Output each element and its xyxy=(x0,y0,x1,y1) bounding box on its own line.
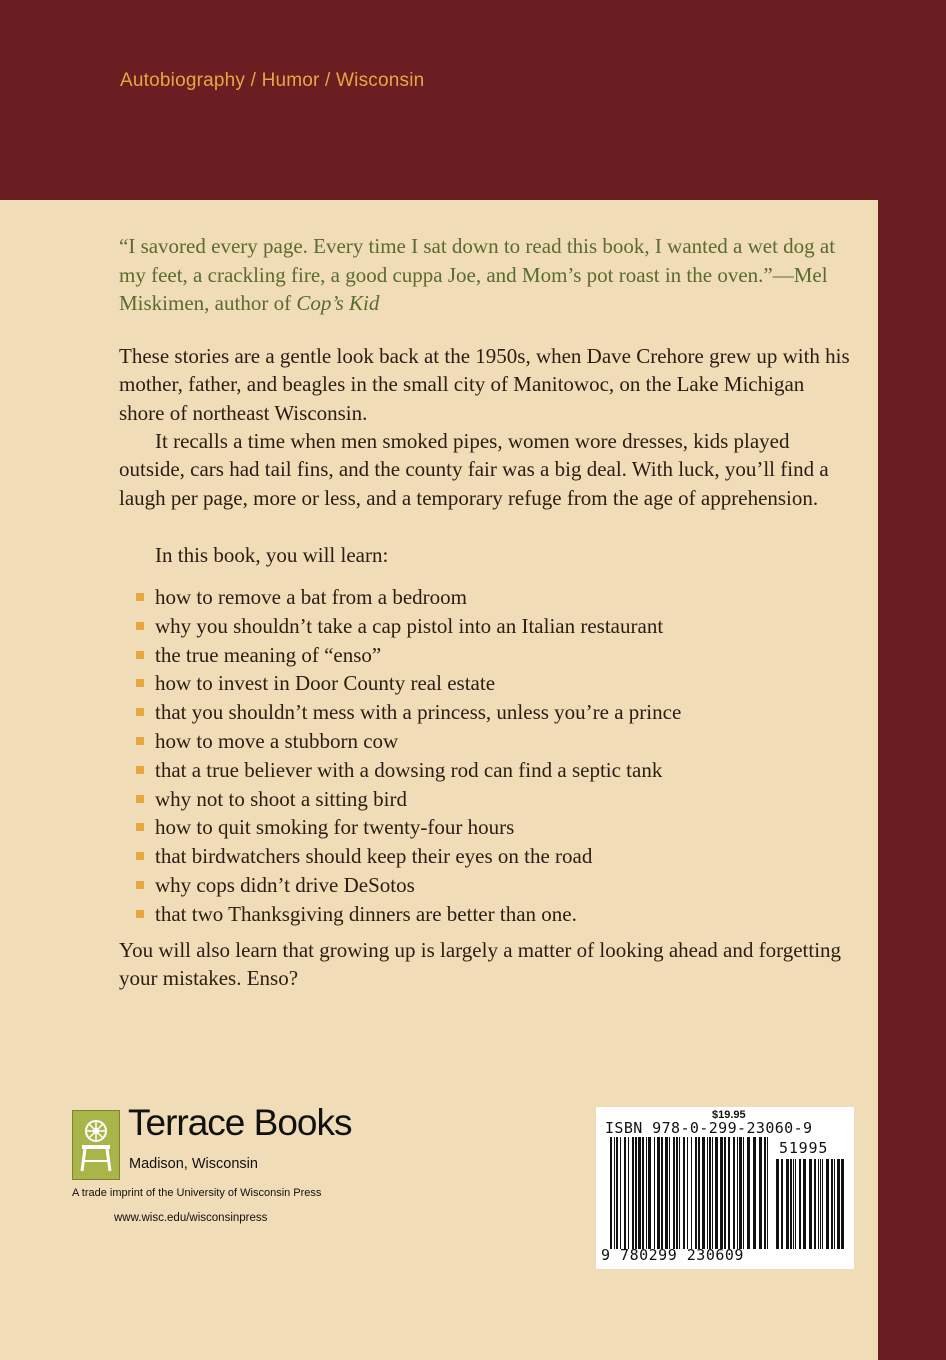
learn-list-item-text: why not to shoot a sitting bird xyxy=(155,786,407,811)
bullet-square-icon xyxy=(136,766,144,774)
quote-text: “I savored every page. Every time I sat down to read this book, I wanted a wet dog at my feet, a crackling fire, a good cuppa Joe, and Mom’s pot roast in the oven.”—Mel Miskimen, author of xyxy=(119,234,836,315)
closing-paragraph: You will also learn that growing up is largely a matter of looking ahead and forgetting your mistakes. Enso? xyxy=(119,938,842,991)
bullet-square-icon xyxy=(136,823,144,831)
bullet-square-icon xyxy=(136,679,144,687)
description-paragraph-2: It recalls a time when men smoked pipes, women wore dresses, kids played outside, cars had tail fins, and the county fair was a big deal. With luck, you’ll find a laugh per page, more or less, and a temporary refuge from the age of apprehension. xyxy=(119,429,829,510)
top-band xyxy=(0,0,946,200)
learn-list-item xyxy=(136,698,856,727)
price-label: $19.95 xyxy=(712,1109,746,1121)
terrace-chair-icon xyxy=(77,1117,115,1173)
learn-list-item-text: that birdwatchers should keep their eyes on the road xyxy=(155,844,593,869)
learn-list-item xyxy=(136,727,856,756)
publisher-logo xyxy=(72,1110,120,1180)
learn-list-item-text: why you shouldn’t take a cap pistol into an Italian restaurant xyxy=(155,613,664,638)
learn-list-item xyxy=(136,842,856,871)
category-label: Autobiography / Humor / Wisconsin xyxy=(120,70,425,91)
publisher-name: Terrace Books xyxy=(128,1102,352,1143)
learn-list-item xyxy=(136,669,856,698)
learn-list-item-text: how to remove a bat from a bedroom xyxy=(155,585,467,609)
learn-list-item xyxy=(136,756,856,785)
learn-list-item-text: the true meaning of “enso” xyxy=(155,642,382,667)
learn-list-item-text: that you shouldn’t mess with a princess, unless you’re a prince xyxy=(155,700,682,725)
description-paragraph-3: In this book, you will learn: xyxy=(155,543,389,567)
bullet-square-icon xyxy=(136,795,144,803)
bullet-square-icon xyxy=(136,852,144,860)
learn-list-item xyxy=(136,612,856,641)
publisher-city: Madison, Wisconsin xyxy=(129,1156,258,1172)
learn-list-item xyxy=(136,813,856,842)
quote-book-title: Cop’s Kid xyxy=(296,291,380,315)
addon-barcode-bars xyxy=(776,1159,846,1249)
bullet-square-icon xyxy=(136,910,144,918)
learn-list-item-text: how to invest in Door County real estate xyxy=(155,671,496,696)
bullet-square-icon xyxy=(136,593,144,601)
learn-list-item-text: why cops didn’t drive DeSotos xyxy=(155,872,415,897)
learn-list-item-text: how to quit smoking for twenty-four hours xyxy=(155,815,515,840)
bullet-square-icon xyxy=(136,651,144,659)
ean-number: 9 780299 230609 xyxy=(601,1246,744,1264)
learn-list-item-text: how to move a stubborn cow xyxy=(155,728,399,753)
learn-list-item xyxy=(136,900,856,929)
description-paragraph-1: These stories are a gentle look back at the 1950s, when Dave Crehore grew up with his mother, father, and beagles in the small city of Manitowoc, on the Lake Michigan shore of northeast Wisconsin. xyxy=(119,344,850,425)
bullet-square-icon xyxy=(136,737,144,745)
learn-list-item-text: that two Thanksgiving dinners are better than one. xyxy=(155,901,577,926)
endorsement-quote xyxy=(119,232,849,318)
learn-list-item xyxy=(136,583,856,612)
learn-list xyxy=(136,583,856,929)
ean-barcode-bars xyxy=(610,1137,770,1249)
learn-list-item xyxy=(136,641,856,670)
bullet-square-icon xyxy=(136,881,144,889)
publisher-block xyxy=(72,1102,372,1230)
isbn-text: ISBN 978-0-299-23060-9 xyxy=(605,1119,813,1137)
bullet-square-icon xyxy=(136,622,144,630)
learn-list-item xyxy=(136,785,856,814)
bullet-square-icon xyxy=(136,708,144,716)
addon-number: 51995 xyxy=(779,1139,829,1157)
learn-list-item-text: that a true believer with a dowsing rod can find a septic tank xyxy=(155,757,663,782)
learn-list-item xyxy=(136,871,856,900)
publisher-imprint: A trade imprint of the University of Wisconsin Press xyxy=(72,1187,322,1199)
publisher-url: www.wisc.edu/wisconsinpress xyxy=(114,1212,268,1224)
barcode-box xyxy=(596,1107,854,1269)
